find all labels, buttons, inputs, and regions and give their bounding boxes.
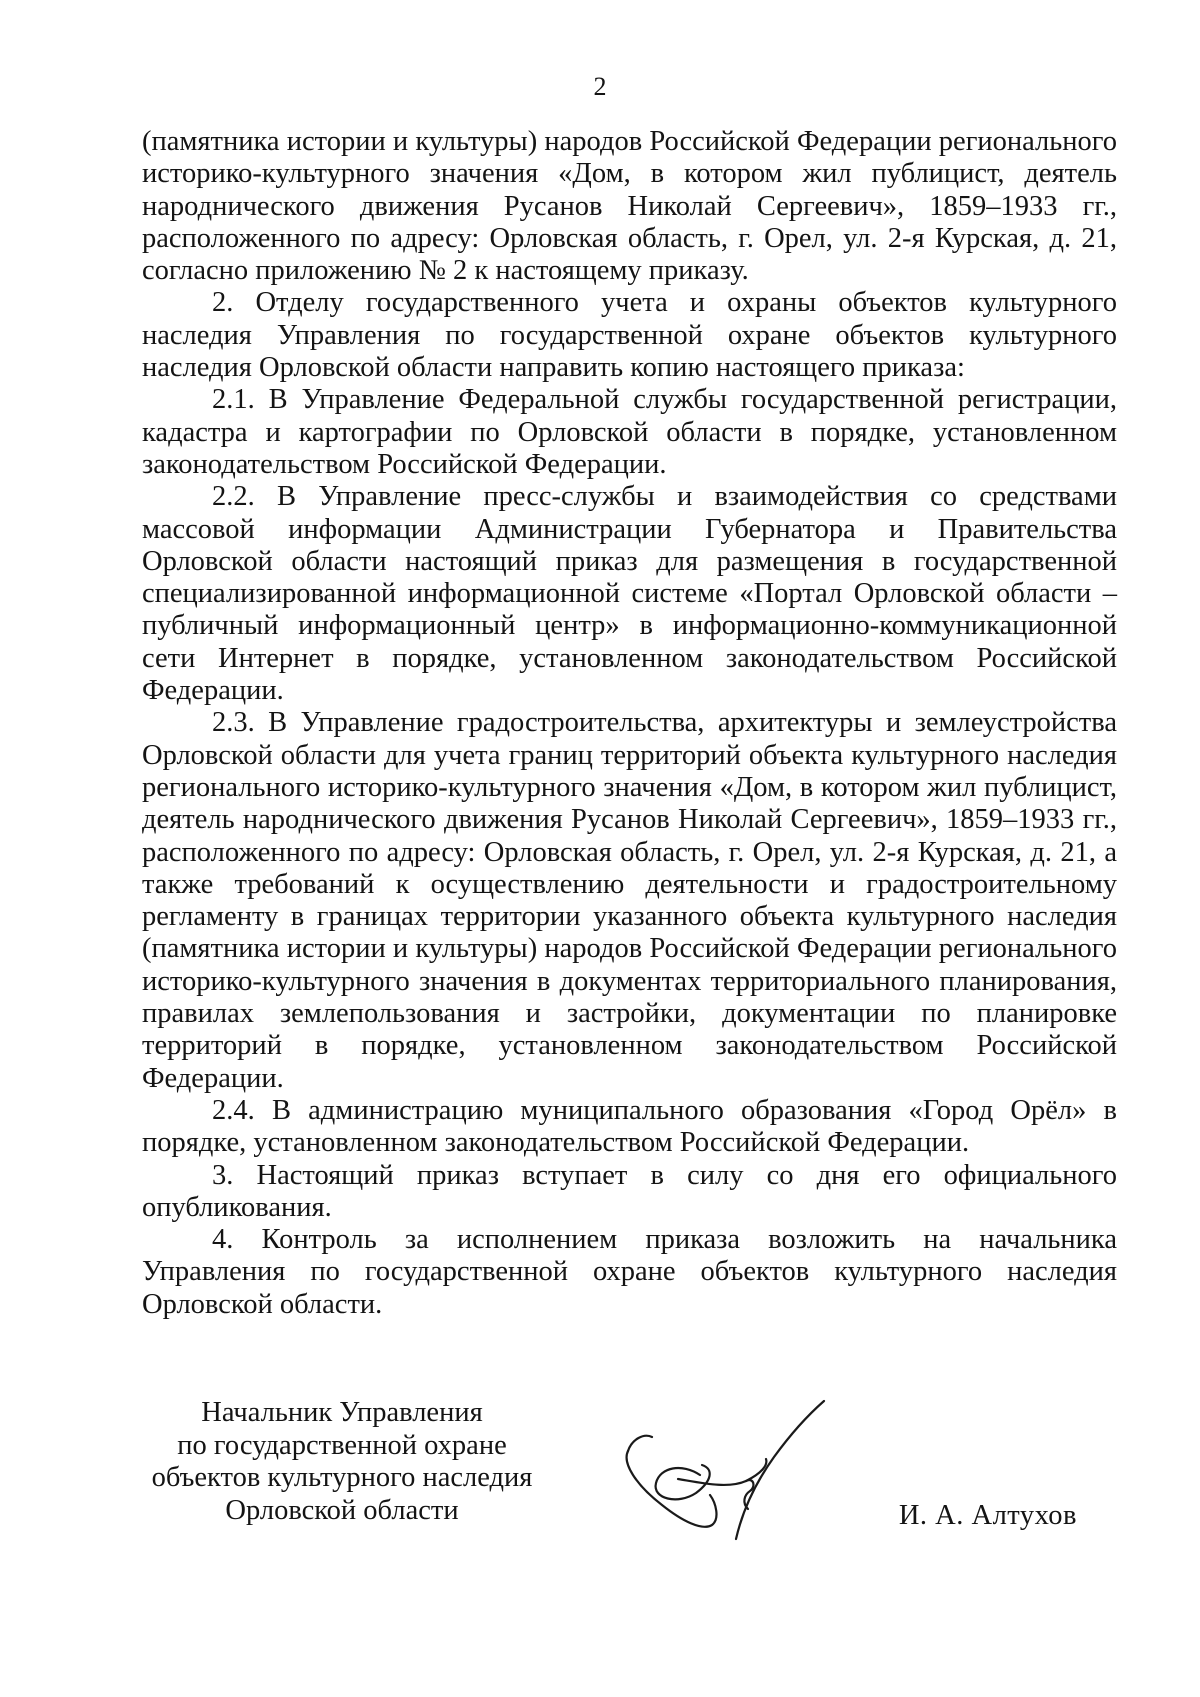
document-body (142, 126, 1117, 1321)
signatory-position (142, 1397, 542, 1527)
page-number: 2 (593, 72, 607, 101)
signatory-position-line: по государственной охране (177, 1429, 507, 1461)
signature-block (142, 1397, 1117, 1531)
paragraph: 2.3. В Управление градостроительства, архитектуры и землеустройства Орловской области для учета границ территорий объекта культурного наследия регионального историко-культурного значения «Дом, в котором жил публицист, деятель народнического движения Русанов Николай Сергеевич», 1859–1933 гг., расположенного по адресу: Орловская область, г. Орел, ул. 2-я Курская, д. 21, а также требований к осуществлению деятельности и градостроительному регламенту в границах территории указанного объекта культурного наследия (памятника истории и культуры) народов Российской Федерации регионального историко-культурного значения в документах территориального планирования, правилах землепользования и застройки, документации по планировке территорий в порядке, установленном законодательством Российской Федерации. (142, 707, 1117, 1094)
paragraph: 2.2. В Управление пресс-службы и взаимодействия со средствами массовой информации Администрации Губернатора и Правительства Орловской области настоящий приказ для размещения в государственной специализированной информационной системе «Портал Орловской области – публичный информационный центр» в информационно-коммуникационной сети Интернет в порядке, установленном законодательством Российской Федерации. (142, 481, 1117, 707)
paragraph: 2.1. В Управление Федеральной службы государственной регистрации, кадастра и картографии по Орловской области в порядке, установленном законодательством Российской Федерации. (142, 384, 1117, 480)
paragraph: 2.4. В администрацию муниципального образования «Город Орёл» в порядке, установленном законодательством Российской Федерации. (142, 1094, 1117, 1159)
paragraph: 3. Настоящий приказ вступает в силу со дня его официального опубликования. (142, 1159, 1117, 1223)
signatory-position-line: Начальник Управления (201, 1397, 483, 1428)
signatory-position-line: Орловской области (225, 1494, 459, 1526)
signatory-name: И. А. Алтухов (898, 1500, 1077, 1531)
paragraph: 2. Отделу государственного учета и охраны объектов культурного наследия Управления по государственной охране объектов культурного наследия Орловской области направить копию настоящего приказа: (142, 287, 1117, 384)
paragraph: 4. Контроль за исполнением приказа возложить на начальника Управления по государственной охране объектов культурного наследия Орловской области. (142, 1224, 1117, 1320)
handwritten-signature (532, 1393, 832, 1543)
signatory-position-line: объектов культурного наследия (151, 1462, 533, 1493)
paragraph: (памятника истории и культуры) народов Российской Федерации регионального историко-культурного значения «Дом, в котором жил публицист, деятель народнического движения Русанов Николай Сергеевич», 1859–1933 гг., расположенного по адресу: Орловская область, г. Орел, ул. 2-я Курская, д. 21, согласно приложению № 2 к настоящему приказу. (142, 126, 1117, 287)
